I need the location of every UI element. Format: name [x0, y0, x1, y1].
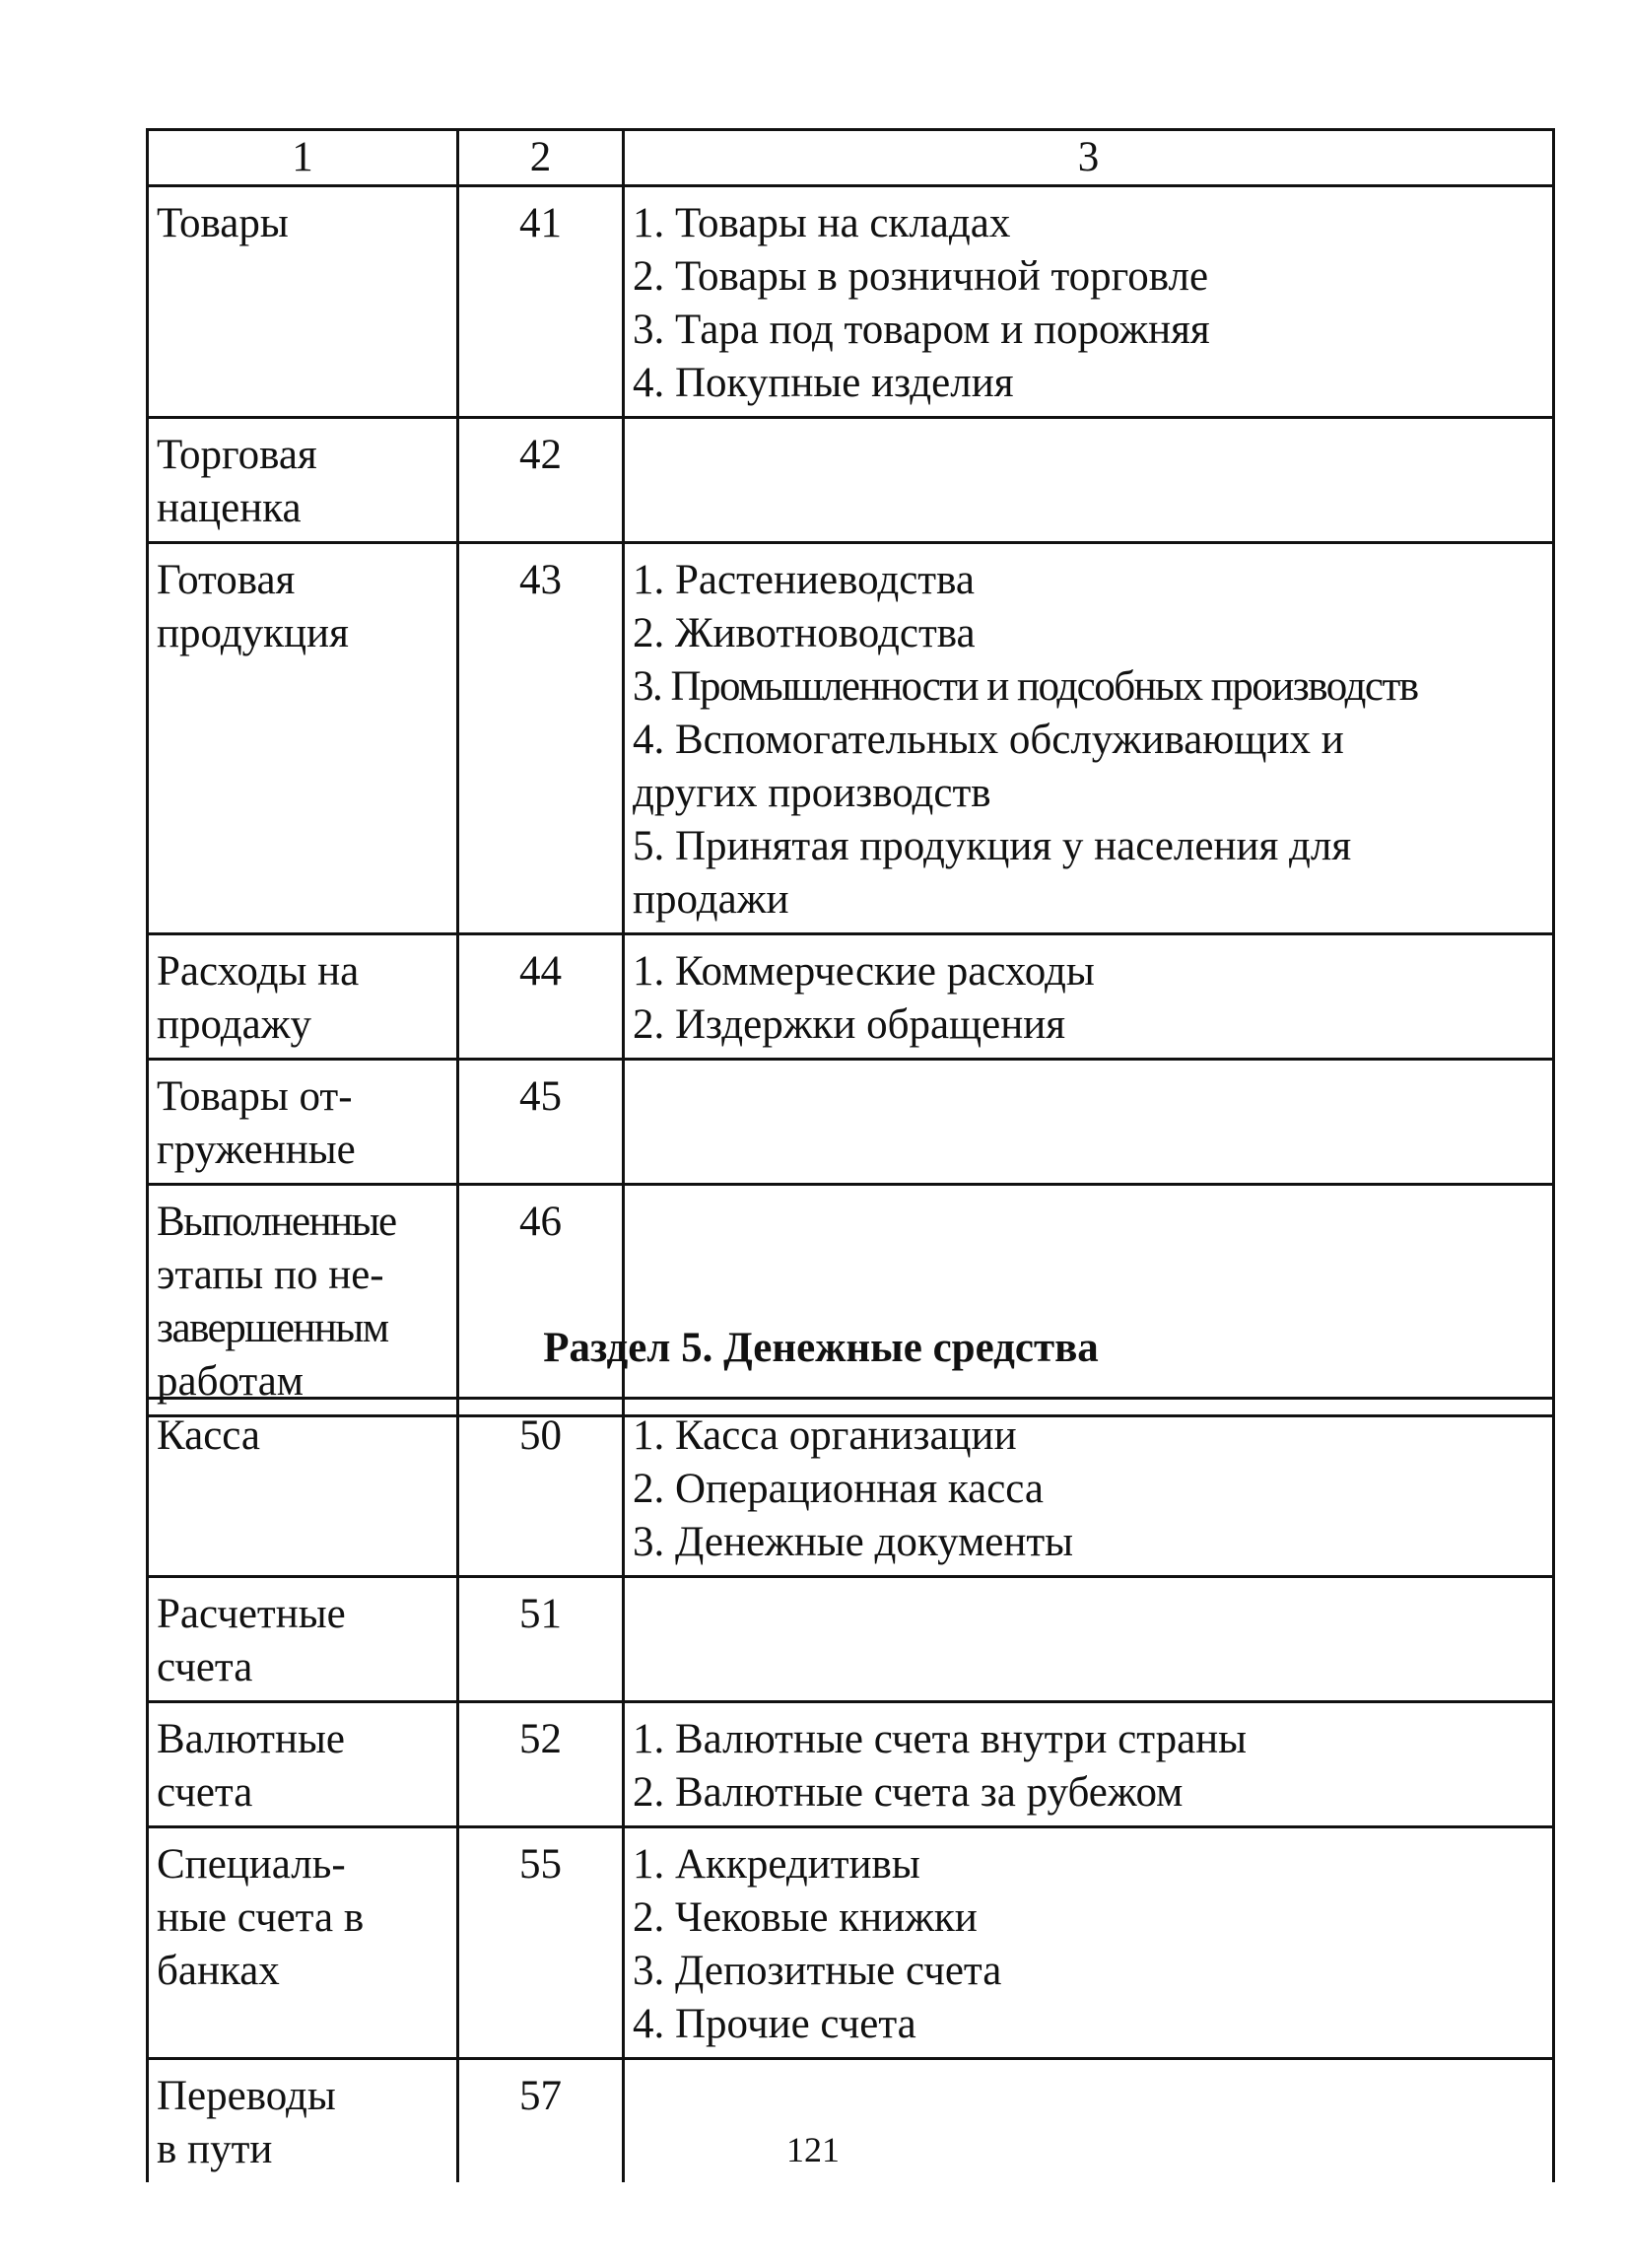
subaccount-item: 2. Валютные счета за рубежом: [633, 1769, 1184, 1816]
subaccounts: [624, 1702, 1554, 1827]
subaccount-item: 4. Вспомогательных обслуживающих и: [633, 717, 1344, 763]
account-name-part: Переводы: [157, 2073, 336, 2119]
account-name-part: Специаль-: [157, 1841, 346, 1888]
subaccount-item: 1. Валютные счета внутри страны: [633, 1716, 1248, 1762]
subaccounts: [624, 543, 1554, 934]
page-number: 121: [786, 2130, 840, 2169]
table-row-42: [148, 418, 1554, 543]
account-code: 44: [458, 934, 624, 1060]
subaccount-item: 2. Чековые книжки: [633, 1894, 978, 1941]
account-name: [148, 543, 458, 934]
account-name-part: ные счета в: [157, 1894, 365, 1941]
account-name: [148, 934, 458, 1060]
account-name: [148, 1702, 458, 1827]
subaccounts: [624, 1185, 1554, 1416]
table-row-43: [148, 543, 1554, 934]
account-code: 51: [458, 1577, 624, 1702]
account-name: [148, 1577, 458, 1702]
account-code: 50: [458, 1399, 624, 1577]
subaccount-item: 5. Принятая продукция у населения для: [633, 823, 1352, 869]
table-header-row: [148, 130, 1554, 186]
subaccounts: [624, 186, 1554, 418]
subaccount-item: 3. Промышленности и подсобных производств: [633, 663, 1418, 710]
subaccount-item: 3. Денежные документы: [633, 1519, 1074, 1565]
table-row-52: [148, 1702, 1554, 1827]
table-row-44: [148, 934, 1554, 1060]
subaccount-item: 2. Издержки обращения: [633, 1001, 1066, 1048]
account-name-part: Готовая: [157, 557, 296, 603]
account-name-part: Расходы на: [157, 948, 360, 995]
table-row-50: [148, 1399, 1554, 1577]
subaccount-item: 3. Тара под товаром и порожняя: [633, 307, 1210, 353]
table-row-55: [148, 1827, 1554, 2059]
accounts-table-section-4: [146, 128, 1555, 1417]
account-name: [148, 1185, 458, 1416]
account-name-part: Торговая: [157, 432, 317, 478]
account-name-part: продажу: [157, 1001, 311, 1048]
subaccount-item: 1. Аккредитивы: [633, 1841, 920, 1888]
subaccounts: [624, 1060, 1554, 1185]
account-code: 42: [458, 418, 624, 543]
table-row-41: [148, 186, 1554, 418]
account-name-part: груженные: [157, 1127, 356, 1173]
table-row-51: [148, 1577, 1554, 1702]
table-row-46: [148, 1185, 1554, 1416]
subaccounts: [624, 934, 1554, 1060]
account-code: 57: [458, 2059, 624, 2183]
account-name-part: Расчетные: [157, 1591, 346, 1637]
subaccount-item: 4. Покупные изделия: [633, 360, 1014, 406]
subaccounts: [624, 1577, 1554, 1702]
account-name-part: наценка: [157, 485, 302, 531]
subaccount-item: 1. Растениеводства: [633, 557, 975, 603]
subaccounts: [624, 418, 1554, 543]
header-col-3: 3: [624, 130, 1554, 186]
subaccount-item: 4. Прочие счета: [633, 2001, 916, 2047]
subaccounts: [624, 1399, 1554, 1577]
account-name-part: этапы по не-: [157, 1252, 384, 1298]
account-code: 41: [458, 186, 624, 418]
subaccount-item: продажи: [633, 876, 789, 923]
subaccount-item: 1. Коммерческие расходы: [633, 948, 1095, 995]
account-name-part: в пути: [157, 2126, 273, 2172]
subaccount-item: 1. Товары на складах: [633, 200, 1011, 246]
account-code: 43: [458, 543, 624, 934]
account-name-part: завершенным: [157, 1305, 388, 1351]
account-name-part: Выполненные: [157, 1199, 396, 1245]
subaccount-item: 1. Касса организации: [633, 1412, 1017, 1459]
subaccount-item: 2. Операционная касса: [633, 1466, 1045, 1512]
subaccount-item: других производств: [633, 770, 991, 816]
account-name: [148, 1060, 458, 1185]
account-name-part: Товары от-: [157, 1073, 353, 1120]
account-code: 55: [458, 1827, 624, 2059]
account-name: Касса: [148, 1399, 458, 1577]
account-code: 52: [458, 1702, 624, 1827]
account-code: 46: [458, 1185, 624, 1416]
header-col-2: 2: [458, 130, 624, 186]
account-name-part: Валютные: [157, 1716, 345, 1762]
account-name-part: работам: [157, 1358, 305, 1405]
account-code: 45: [458, 1060, 624, 1185]
header-col-1: 1: [148, 130, 458, 186]
subaccount-item: 2. Товары в розничной торговле: [633, 253, 1209, 300]
account-name: [148, 1827, 458, 2059]
section-title: Раздел 5. Денежные средства: [543, 1325, 1099, 1371]
account-name-part: банках: [157, 1948, 280, 1994]
account-name-part: счета: [157, 1644, 253, 1690]
account-name: [148, 418, 458, 543]
subaccount-item: 2. Животноводства: [633, 610, 976, 656]
subaccount-item: 3. Депозитные счета: [633, 1948, 1002, 1994]
table-row-45: [148, 1060, 1554, 1185]
account-name: Товары: [148, 186, 458, 418]
subaccounts: [624, 1827, 1554, 2059]
account-name-part: счета: [157, 1769, 253, 1816]
accounts-table-section-5: [146, 1397, 1555, 2182]
account-name-part: продукция: [157, 610, 349, 656]
